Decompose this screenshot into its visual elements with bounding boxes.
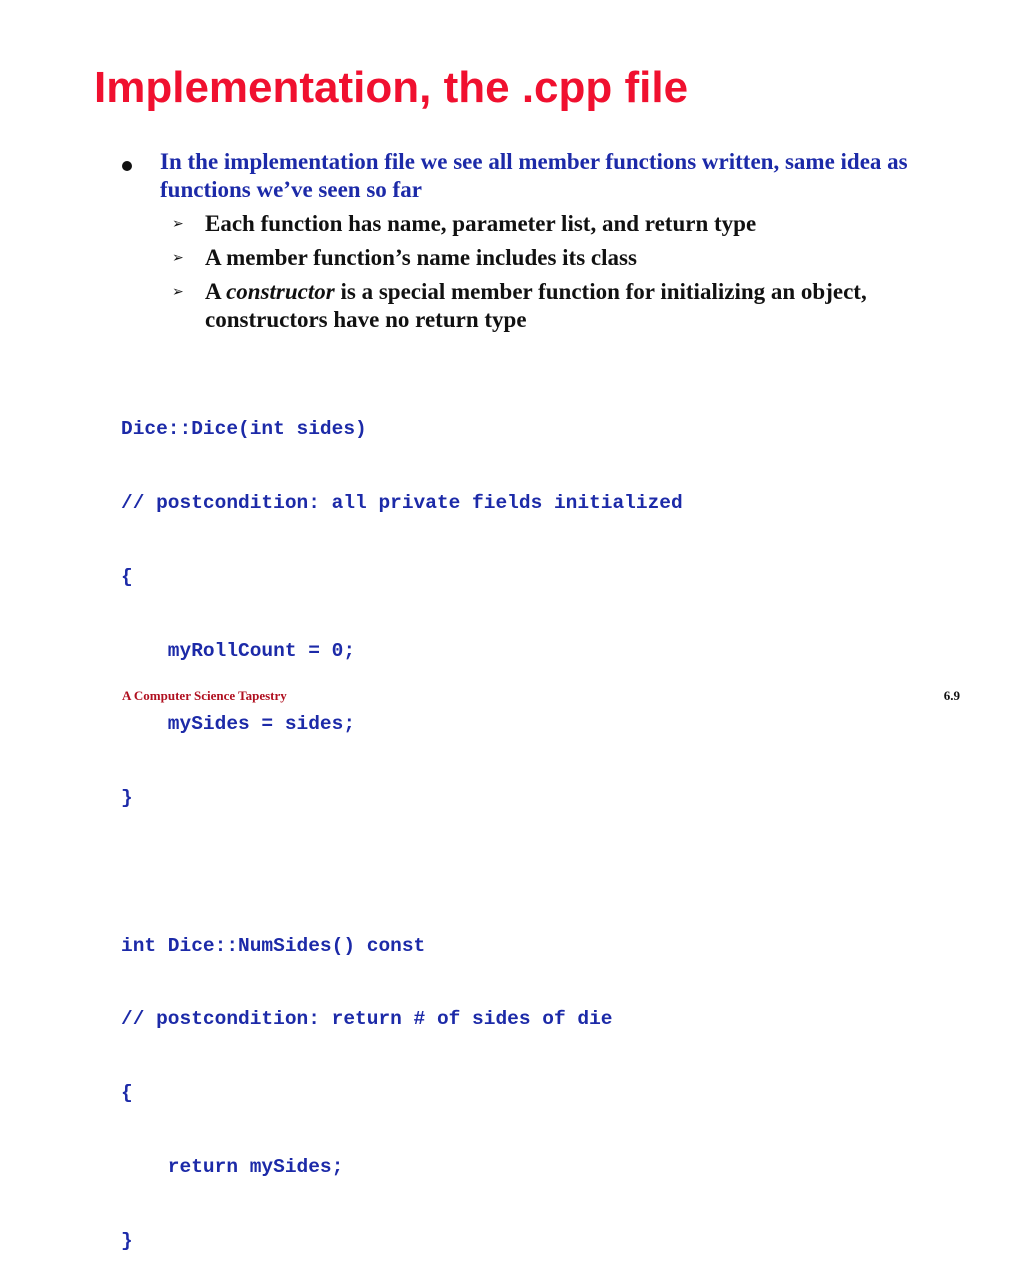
sub-bullet-text: Each function has name, parameter list, and return type [205, 211, 757, 236]
sub-bullet-prefix: A [205, 279, 227, 304]
footer-course-title: A Computer Science Tapestry [122, 688, 287, 703]
slide-number: 6.9 [943, 688, 960, 703]
sub-bullet-text: A member function’s name includes its class [205, 245, 637, 270]
code-line: myRollCount = 0; [121, 639, 356, 662]
code-line: { [121, 1082, 133, 1105]
sub-bullet-text [205, 278, 925, 334]
arrow-right-icon: ➢ [172, 285, 184, 300]
emphasis-constructor: constructor [226, 279, 335, 304]
bullet-dot-icon [122, 161, 132, 171]
code-line: int Dice::NumSides() const [121, 934, 426, 957]
code-line: } [121, 787, 133, 810]
code-line: mySides = sides; [121, 713, 356, 736]
code-line: return mySides; [121, 1156, 344, 1178]
sub-bullet-suffix: is a special member function for initializing an object, constructors have no return type [205, 279, 867, 332]
arrow-right-icon: ➢ [172, 217, 184, 232]
arrow-right-icon: ➢ [172, 251, 184, 266]
code-line [121, 860, 683, 885]
code-line: { [121, 565, 133, 588]
main-bullet-text: In the implementation file we see all member functions written, same idea as functions we’ve seen so far [160, 149, 908, 202]
code-line: } [121, 1229, 133, 1252]
code-line: // postcondition: all private fields initialized [121, 491, 683, 514]
slide-title: Implementation, the .cpp file [94, 63, 689, 112]
code-line: Dice::Dice(int sides) [121, 418, 367, 441]
code-block [121, 368, 683, 1278]
code-line: // postcondition: return # of sides of die [121, 1008, 613, 1031]
